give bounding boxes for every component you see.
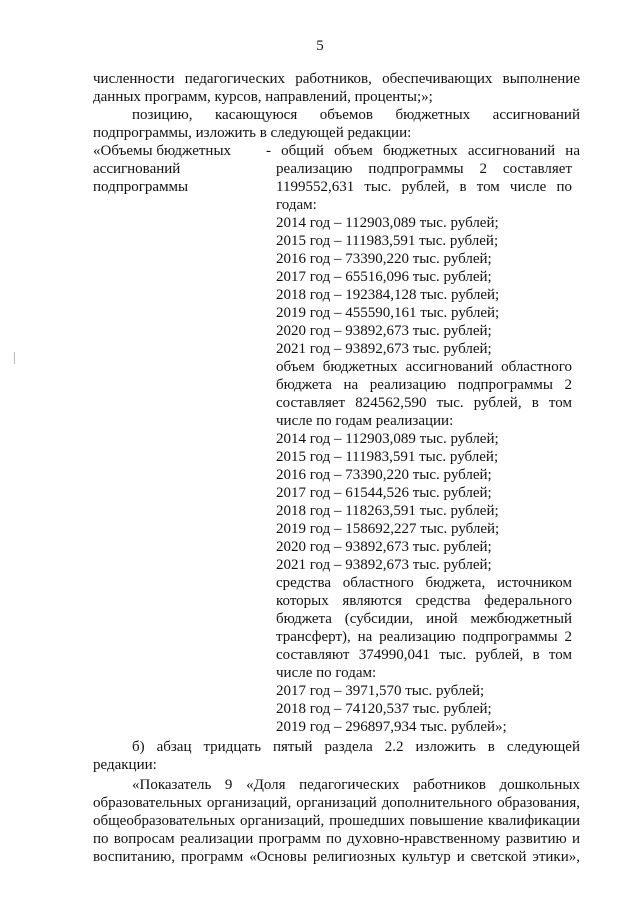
table-right-line: составляет 824562,590 тыс. рублей, в том xyxy=(276,395,572,411)
table-right-line: 1199552,631 тыс. рублей, в том числе по xyxy=(276,179,572,195)
intro-line: позицию, касающуюся объемов бюджетных ассигнований xyxy=(132,107,580,123)
table-right-line: 2017 год – 65516,096 тыс. рублей; xyxy=(276,269,492,285)
table-right-line: 2018 год – 74120,537 тыс. рублей; xyxy=(276,701,492,717)
table-right-line: бюджета (субсидии, иной межбюджетный xyxy=(276,611,572,627)
table-right-line: годам: xyxy=(276,197,317,213)
table-right-line: 2020 год – 93892,673 тыс. рублей; xyxy=(276,323,492,339)
table-right-line: которых являются средства федерального xyxy=(276,593,572,609)
outro-line: по вопросам реализации программ по духовно-нравственному развитию и xyxy=(93,831,580,847)
outro-line: воспитанию, программ «Основы религиозных культур и светской этики», xyxy=(93,849,580,865)
margin-mark xyxy=(14,352,15,364)
table-right-line: 2017 год – 3971,570 тыс. рублей; xyxy=(276,683,485,699)
intro-line: численности педагогических работников, обеспечивающих выполнение xyxy=(93,71,580,87)
table-left-line: ассигнований xyxy=(93,161,181,177)
table-right-line: реализацию подпрограммы 2 составляет xyxy=(276,161,572,177)
table-right-line: 2018 год – 118263,591 тыс. рублей; xyxy=(276,503,499,519)
intro-line: данных программ, курсов, направлений, проценты;»; xyxy=(93,89,433,105)
table-right-line: бюджета на реализацию подпрограммы 2 xyxy=(276,377,572,393)
outro-line: редакции: xyxy=(93,757,157,773)
table-right-line: числе по годам реализации: xyxy=(276,413,454,429)
table-right-line: 2020 год – 93892,673 тыс. рублей; xyxy=(276,539,492,555)
outro-line: образовательных организаций, организаций дополнительного образования, xyxy=(93,795,580,811)
table-right-line: средства областного бюджета, источником xyxy=(276,575,572,591)
outro-line: общеобразовательных организаций, прошедших повышение квалификации xyxy=(93,813,580,829)
table-right-line: 2021 год – 93892,673 тыс. рублей; xyxy=(276,341,492,357)
table-right-line: составляют 374990,041 тыс. рублей, в том xyxy=(276,647,572,663)
intro-line: подпрограммы, изложить в следующей редакции: xyxy=(93,125,412,141)
table-right-line: объем бюджетных ассигнований областного xyxy=(276,359,572,375)
table-right-line: 2016 год – 73390,220 тыс. рублей; xyxy=(276,467,492,483)
table-right-line: 2016 год – 73390,220 тыс. рублей; xyxy=(276,251,492,267)
table-right-line: 2019 год – 158692,227 тыс. рублей; xyxy=(276,521,500,537)
table-right-line: 2017 год – 61544,526 тыс. рублей; xyxy=(276,485,492,501)
table-left-line: подпрограммы xyxy=(93,179,189,195)
table-right-line: 2021 год – 93892,673 тыс. рублей; xyxy=(276,557,492,573)
table-right-line: 2019 год – 296897,934 тыс. рублей»; xyxy=(276,719,507,735)
table-right-line: 2019 год – 455590,161 тыс. рублей; xyxy=(276,305,500,321)
table-left-line: «Объемы бюджетных xyxy=(93,143,232,159)
table-right-line: 2014 год – 112903,089 тыс. рублей; xyxy=(276,215,499,231)
table-right-line: 2014 год – 112903,089 тыс. рублей; xyxy=(276,431,499,447)
outro-line: «Показатель 9 «Доля педагогических работников дошкольных xyxy=(132,777,580,793)
table-right-line: - общий объем бюджетных ассигнований на xyxy=(266,143,580,159)
table-right-line: числе по годам: xyxy=(276,665,377,681)
table-right-line: 2015 год – 111983,591 тыс. рублей; xyxy=(276,233,499,249)
outro-line: б) абзац тридцать пятый раздела 2.2 изложить в следующей xyxy=(132,739,580,755)
table-right-line: 2018 год – 192384,128 тыс. рублей; xyxy=(276,287,500,303)
page-number: 5 xyxy=(316,38,324,54)
table-right-line: 2015 год – 111983,591 тыс. рублей; xyxy=(276,449,499,465)
table-right-line: трансферт), на реализацию подпрограммы 2 xyxy=(276,629,572,645)
